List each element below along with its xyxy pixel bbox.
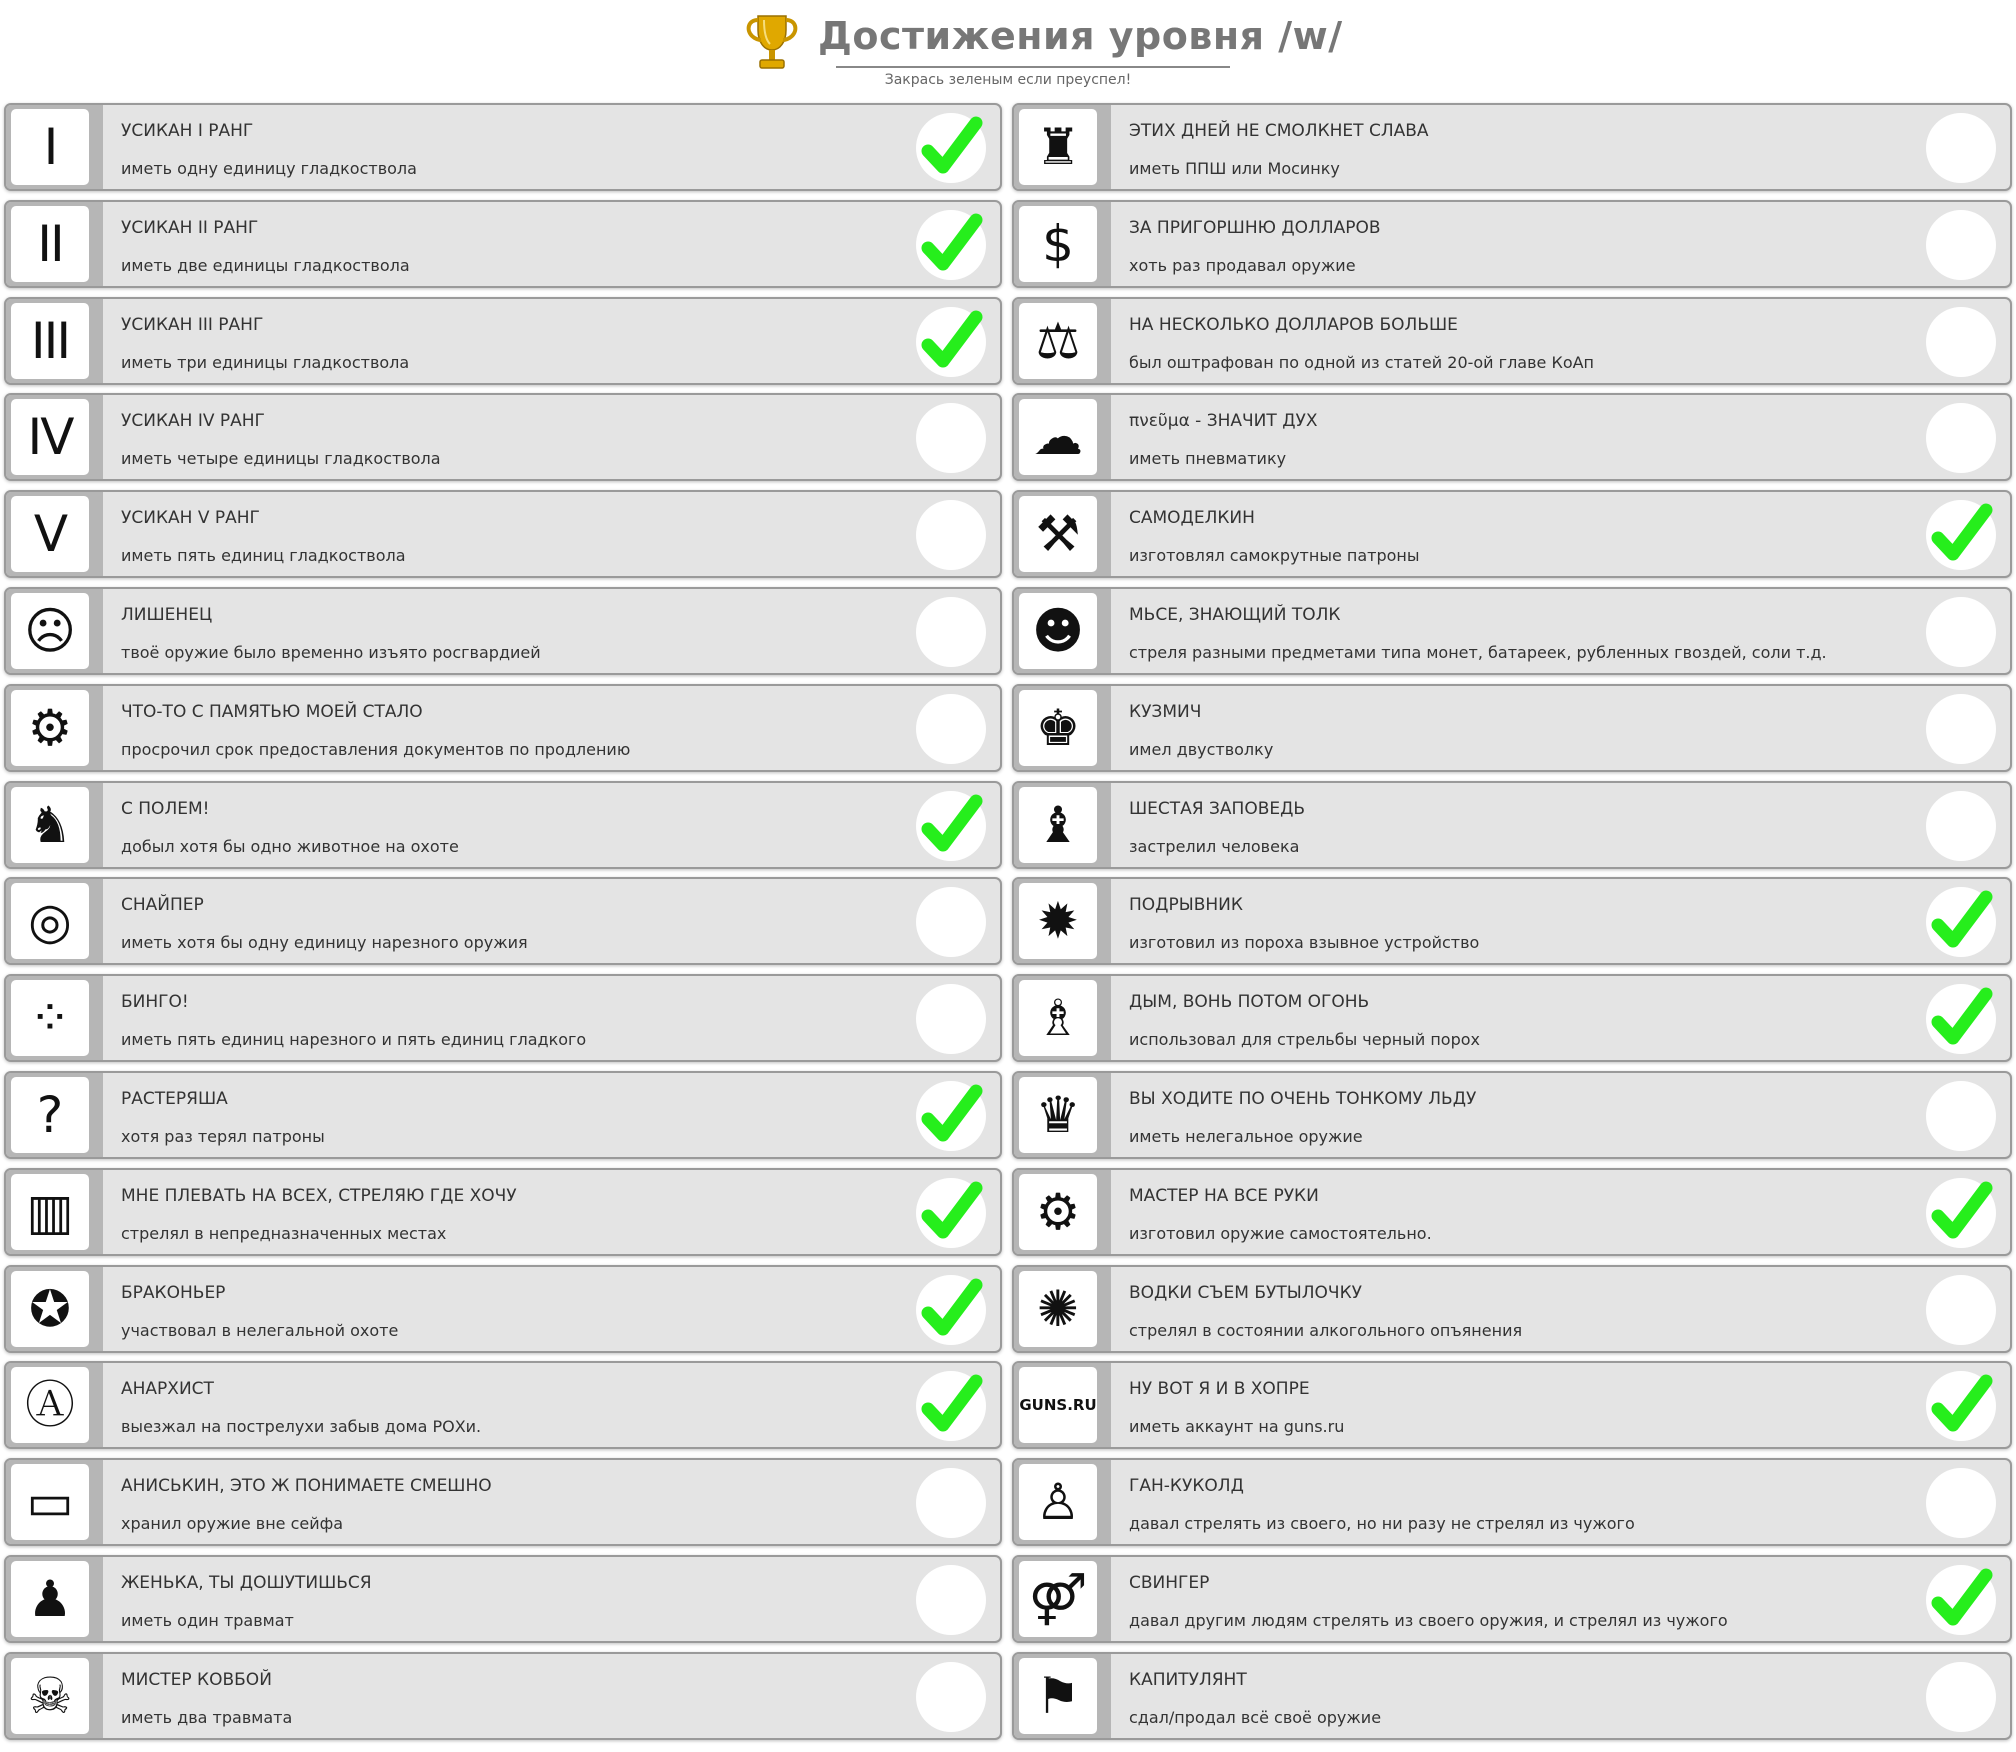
achievement-description: иметь четыре единицы гладкоствола (121, 449, 441, 469)
achievement-title: КУЗМИЧ (1129, 701, 1202, 722)
icon-panel (6, 1460, 103, 1544)
achievement-card (1012, 1458, 2012, 1546)
icon-panel (1014, 1557, 1111, 1641)
icon-panel (1014, 299, 1111, 383)
header (0, 0, 2016, 100)
achievement-card (4, 1555, 1002, 1643)
cuckold-portrait-icon (1019, 1464, 1097, 1540)
icon-panel (1014, 202, 1111, 286)
icon-panel (6, 1654, 103, 1738)
achievement-title: САМОДЕЛКИН (1129, 508, 1255, 529)
achievement-title: ДЫМ, ВОНЬ ПОТОМ ОГОНЬ (1129, 992, 1370, 1013)
achievement-description: хранил оружие вне сейфа (121, 1514, 344, 1534)
icon-panel (6, 976, 103, 1060)
achievement-title: НУ ВОТ Я И В ХОПРЕ (1129, 1379, 1310, 1400)
roman-numeral-icon (11, 109, 89, 185)
icon-panel (6, 299, 103, 383)
icon-glyph: ♚ (1035, 698, 1081, 757)
checkmark-icon (916, 1178, 986, 1248)
achievement-description: изготовлял самокрутные патроны (1129, 546, 1420, 566)
achievement-description: хотя раз терял патроны (121, 1127, 325, 1146)
money-bag-icon (1019, 206, 1097, 282)
achievement-description: иметь пять единиц нарезного и пять единиц гладкого (121, 1030, 587, 1050)
icon-glyph: $ (1042, 214, 1074, 273)
page-title: Достижения уровня /w/ (818, 14, 1343, 58)
checkmark-icon (916, 791, 986, 861)
icon-glyph: ⚖ (1035, 311, 1081, 370)
sad-man-icon (11, 593, 89, 669)
checkmark-circle-done[interactable] (916, 307, 986, 377)
icon-panel (1014, 1460, 1111, 1544)
checkmark-circle-done[interactable] (1926, 1371, 1996, 1441)
achievement-title: ПОДРЫВНИК (1129, 895, 1243, 916)
checkmark-circle-done[interactable] (916, 1371, 986, 1441)
icon-panel (1014, 395, 1111, 479)
icon-glyph: ◎ (28, 892, 72, 951)
gun-barrel-icon (11, 883, 89, 959)
icon-panel (6, 492, 103, 576)
achievement-title: ЭТИХ ДНЕЙ НЕ СМОЛКНЕТ СЛАВА (1129, 121, 1429, 141)
checkmark-circle-done[interactable] (916, 113, 986, 183)
roman-numeral-icon (11, 303, 89, 379)
achievement-description: иметь три единицы гладкоствола (121, 352, 410, 372)
icon-panel (6, 1267, 103, 1351)
achievement-title: СВИНГЕР (1129, 1573, 1210, 1593)
achievement-title: МЬСЕ, ЗНАЮЩИЙ ТОЛК (1129, 605, 1341, 625)
icon-panel (6, 783, 103, 867)
window-shooter-icon (11, 1174, 89, 1250)
achievement-card (1012, 684, 2012, 772)
achievement-description: сдал/продал всё своё оружие (1129, 1707, 1382, 1727)
achievement-description: иметь пневматику (1129, 449, 1287, 469)
achievement-description: иметь нелегальное оружие (1129, 1127, 1363, 1146)
achievement-description: хоть раз продавал оружие (1129, 255, 1356, 275)
icon-glyph: ♙ (1035, 1473, 1081, 1532)
musketeer-icon (1019, 980, 1097, 1056)
achievement-card (1012, 877, 2012, 965)
icon-panel (6, 105, 103, 189)
achievement-card (1012, 297, 2012, 385)
trophy-icon (740, 10, 804, 74)
checkmark-circle-empty[interactable] (1926, 307, 1996, 377)
roman-numeral-icon (11, 206, 89, 282)
icon-glyph: ☻ (1031, 602, 1085, 660)
checkmark-circle-done[interactable] (1926, 500, 1996, 570)
achievement-title: МНЕ ПЛЕВАТЬ НА ВСЕХ, СТРЕЛЯЮ ГДЕ ХОЧУ (121, 1185, 517, 1206)
icon-panel (1014, 1170, 1111, 1254)
bearded-man-icon (1019, 690, 1097, 766)
icon-glyph: ⚤ (1028, 1570, 1088, 1628)
achievement-title: АНИСЬКИН, ЭТО Ж ПОНИМАЕТЕ СМЕШНО (121, 1476, 492, 1497)
achievement-description: имел двустволку (1129, 739, 1274, 759)
achievement-card (1012, 587, 2012, 675)
icon-panel (1014, 1073, 1111, 1157)
icon-glyph: Ⓐ (25, 1376, 75, 1435)
achievement-card (4, 1361, 1002, 1449)
achievement-title: ГАН-КУКОЛД (1129, 1476, 1244, 1497)
achievement-card (1012, 393, 2012, 481)
swinger-symbol-icon (1019, 1561, 1097, 1637)
checkmark-circle-empty[interactable] (1926, 597, 1996, 667)
icon-glyph: ♜ (1035, 118, 1081, 176)
icon-panel (1014, 589, 1111, 673)
checkmark-icon (916, 1371, 986, 1441)
checkmark-circle-done[interactable] (916, 1275, 986, 1345)
achievement-description: иметь хотя бы одну единицу нарезного оружия (121, 933, 528, 953)
checkmark-circle-empty[interactable] (916, 1468, 986, 1538)
anarchy-icon (11, 1367, 89, 1443)
checkmark-circle-empty[interactable] (916, 1565, 986, 1635)
checkmark-circle-empty[interactable] (1926, 694, 1996, 764)
icon-panel (1014, 1363, 1111, 1447)
icon-panel (1014, 879, 1111, 963)
icon-panel (6, 1363, 103, 1447)
icon-glyph: ☁ (1033, 408, 1083, 467)
checkmark-icon (1926, 1565, 1996, 1635)
poacher-badge-icon (11, 1271, 89, 1347)
checkmark-circle-empty[interactable] (1926, 403, 1996, 473)
icon-panel (1014, 492, 1111, 576)
achievement-title: πνεῦμα - ЗНАЧИТ ДУХ (1129, 411, 1318, 432)
achievement-title: МАСТЕР НА ВСЕ РУКИ (1129, 1185, 1319, 1206)
roman-numeral: I (43, 118, 57, 176)
roman-numeral-icon (11, 496, 89, 572)
icon-glyph: ♝ (1035, 795, 1081, 854)
achievement-title: УСИКАН I РАНГ (121, 121, 254, 141)
icon-glyph: ⚙ (1035, 1182, 1081, 1241)
achievement-card (1012, 781, 2012, 869)
grinning-face-icon (1019, 593, 1097, 669)
icon-glyph: GUNS.RU (1019, 1395, 1097, 1414)
icon-glyph: ⁘ (29, 989, 71, 1048)
checkmark-icon (916, 113, 986, 183)
achievement-title: НА НЕСКОЛЬКО ДОЛЛАРОВ БОЛЬШЕ (1129, 314, 1458, 335)
achievement-card (4, 781, 1002, 869)
achievement-description: давал стрелять из своего, но ни разу не стрелял из чужого (1129, 1514, 1635, 1534)
achievement-card (1012, 1168, 2012, 1256)
checkmark-icon (1926, 1371, 1996, 1441)
achievement-title: БИНГО! (121, 992, 189, 1013)
checkmark-circle-empty[interactable] (1926, 1275, 1996, 1345)
achievement-description: иметь аккаунт на guns.ru (1129, 1417, 1345, 1437)
icon-panel (6, 1557, 103, 1641)
achievement-card (4, 587, 1002, 675)
checkmark-circle-done[interactable] (1926, 1178, 1996, 1248)
achievement-description: стрелял в непредназначенных местах (121, 1223, 447, 1243)
achievement-title: ЧТО-ТО С ПАМЯТЬЮ МОЕЙ СТАЛО (121, 701, 423, 722)
checkmark-circle-done[interactable] (1926, 1565, 1996, 1635)
icon-glyph: ☹ (23, 602, 77, 660)
vodka-party-icon (1019, 1271, 1097, 1347)
achievement-card (1012, 1071, 2012, 1159)
checkmark-circle-empty[interactable] (916, 403, 986, 473)
achievement-title: ЗА ПРИГОРШНЮ ДОЛЛАРОВ (1129, 217, 1381, 238)
craftsman-icon (1019, 1174, 1097, 1250)
achievement-title: УСИКАН II РАНГ (121, 217, 259, 238)
page-subtitle: Закрась зеленым если преуспел! (884, 72, 1132, 88)
achievement-description: иметь ППШ или Мосинку (1129, 159, 1340, 178)
checkmark-icon (1926, 1178, 1996, 1248)
checkmark-circle-empty[interactable] (1926, 210, 1996, 280)
achievement-card (4, 1458, 1002, 1546)
judge-gavel-icon (1019, 303, 1097, 379)
achievement-card (4, 974, 1002, 1062)
achievement-description: иметь две единицы гладкоствола (121, 255, 410, 275)
icon-glyph: ⚙ (27, 698, 73, 757)
achievement-description: выезжал на пострелухи забыв дома РОХи. (121, 1417, 482, 1437)
achievement-description: добыл хотя бы одно животное на охоте (121, 836, 459, 856)
achievement-description: иметь один травмат (121, 1611, 294, 1630)
achievement-description: был оштрафован по одной из статей 20-ой главе КоАп (1129, 352, 1595, 372)
icon-glyph: ⚑ (1035, 1666, 1081, 1725)
roman-numeral-icon (11, 399, 89, 475)
achievement-title: ЖЕНЬКА, ТЫ ДОШУТИШЬСЯ (121, 1573, 372, 1593)
man-portrait-icon (11, 1561, 89, 1637)
icon-panel (1014, 105, 1111, 189)
achievement-description: иметь пять единиц гладкоствола (121, 546, 406, 566)
achievement-description: иметь два травмата (121, 1707, 293, 1727)
achievement-title: БРАКОНЬЕР (121, 1282, 226, 1303)
checkmark-circle-done[interactable] (916, 210, 986, 280)
roman-numeral: III (30, 311, 70, 370)
icon-glyph: ✹ (1037, 892, 1079, 951)
icon-panel (1014, 976, 1111, 1060)
icon-glyph: ♛ (1035, 1086, 1081, 1144)
achievement-description: стрелял в состоянии алкогольного опъянения (1129, 1320, 1523, 1340)
soldier-statue-icon (1019, 109, 1097, 185)
icon-panel (6, 395, 103, 479)
achievement-card (4, 1652, 1002, 1740)
roman-numeral: V (33, 505, 67, 564)
icon-glyph: ♞ (27, 795, 73, 854)
checkmark-circle-done[interactable] (1926, 887, 1996, 957)
icon-glyph: ♟ (27, 1570, 73, 1628)
checkmark-icon (916, 1275, 986, 1345)
confused-man-icon (11, 1077, 89, 1153)
surrender-icon (1019, 1658, 1097, 1734)
achievement-title: ВОДКИ СЪЕМ БУТЫЛОЧКУ (1129, 1282, 1363, 1303)
achievement-title: МИСТЕР КОВБОЙ (121, 1669, 272, 1690)
achievement-card (4, 490, 1002, 578)
title-underline (836, 66, 1230, 68)
checkmark-circle-done[interactable] (916, 791, 986, 861)
icon-panel (1014, 1267, 1111, 1351)
achievement-card (1012, 1555, 2012, 1643)
checkmark-circle-done[interactable] (1926, 984, 1996, 1054)
checkmark-icon (916, 307, 986, 377)
checkmark-circle-empty[interactable] (916, 984, 986, 1054)
icon-glyph: ? (36, 1086, 64, 1144)
achievement-title: ШЕСТАЯ ЗАПОВЕДЬ (1129, 798, 1306, 819)
icon-glyph: ▭ (26, 1473, 74, 1532)
roman-numeral: II (37, 214, 63, 273)
guns-ru-logo-icon (1019, 1367, 1097, 1443)
achievement-description: давал другим людям стрелять из своего оружия, и стрелял из чужого (1129, 1611, 1728, 1630)
checkmark-circle-empty[interactable] (1926, 1662, 1996, 1732)
checkmark-icon (1926, 500, 1996, 570)
checkmark-circle-done[interactable] (916, 1178, 986, 1248)
checkmark-circle-done[interactable] (916, 1081, 986, 1151)
reloading-press-icon (1019, 496, 1097, 572)
icon-glyph: ♗ (1035, 989, 1081, 1048)
achievement-title: РАСТЕРЯША (121, 1089, 228, 1109)
checkmark-circle-empty[interactable] (1926, 1468, 1996, 1538)
achievement-card (1012, 1265, 2012, 1353)
wind-spirit-icon (1019, 399, 1097, 475)
achievement-description: твоё оружие было временно изъято росгвардией (121, 643, 541, 662)
checkmark-circle-empty[interactable] (916, 887, 986, 957)
achievement-card (1012, 200, 2012, 288)
checkmark-icon (1926, 984, 1996, 1054)
achievement-description: просрочил срок предоставления документов по продлению (121, 739, 631, 759)
achievement-card (4, 1168, 1002, 1256)
icon-panel (6, 589, 103, 673)
icon-panel (6, 1170, 103, 1254)
achievement-description: застрелил человека (1129, 836, 1300, 856)
icon-glyph: ⚒ (1035, 505, 1081, 564)
checkmark-circle-empty[interactable] (916, 597, 986, 667)
achievement-card (4, 393, 1002, 481)
achievement-card (4, 103, 1002, 191)
achievement-title: КАПИТУЛЯНТ (1129, 1669, 1247, 1690)
icon-panel (6, 686, 103, 770)
achievement-card (4, 877, 1002, 965)
icon-panel (6, 879, 103, 963)
achievement-title: УСИКАН III РАНГ (121, 314, 264, 335)
gears-head-icon (11, 690, 89, 766)
icon-panel (1014, 686, 1111, 770)
checkmark-circle-empty[interactable] (916, 500, 986, 570)
achievement-card (4, 297, 1002, 385)
explosive-device-icon (1019, 883, 1097, 959)
achievement-card (1012, 1652, 2012, 1740)
achievement-description: изготовил из пороха взывное устройство (1129, 933, 1480, 953)
achievement-card (1012, 490, 2012, 578)
checkmark-circle-empty[interactable] (916, 694, 986, 764)
checkmark-icon (916, 210, 986, 280)
icon-panel (6, 202, 103, 286)
achievement-description: стреля разными предметами типа монет, батареек, рубленных гвоздей, соли т.д. (1129, 643, 1827, 662)
icon-glyph: ✺ (1037, 1279, 1079, 1338)
icon-glyph: ▥ (26, 1182, 74, 1241)
achievement-title: СНАЙПЕР (121, 895, 204, 916)
achievement-title: УСИКАН V РАНГ (121, 508, 260, 529)
checkmark-circle-empty[interactable] (1926, 791, 1996, 861)
checkmark-icon (1926, 887, 1996, 957)
checkmark-circle-empty[interactable] (916, 1662, 986, 1732)
achievement-card (4, 1265, 1002, 1353)
checkmark-circle-empty[interactable] (1926, 1081, 1996, 1151)
skull-pistols-icon (11, 1658, 89, 1734)
thief-icon (1019, 1077, 1097, 1153)
shooter-man-icon (1019, 787, 1097, 863)
achievement-description: изготовил оружие самостоятельно. (1129, 1223, 1432, 1243)
achievement-card (4, 684, 1002, 772)
icon-panel (1014, 783, 1111, 867)
hunter-icon (11, 787, 89, 863)
roman-numeral: IV (27, 408, 73, 467)
checkmark-circle-empty[interactable] (1926, 113, 1996, 183)
bingo-icon (11, 980, 89, 1056)
achievement-description: участвовал в нелегальной охоте (121, 1320, 399, 1340)
achievement-title: АНАРХИСТ (121, 1379, 214, 1400)
checkmark-icon (916, 1081, 986, 1151)
icon-glyph: ✪ (29, 1279, 71, 1338)
achievement-card (4, 200, 1002, 288)
bed-icon (11, 1464, 89, 1540)
achievement-description: использовал для стрельбы черный порох (1129, 1030, 1480, 1050)
achievement-card (1012, 974, 2012, 1062)
achievement-title: УСИКАН IV РАНГ (121, 411, 265, 432)
achievement-title: ВЫ ХОДИТЕ ПО ОЧЕНЬ ТОНКОМУ ЛЬДУ (1129, 1089, 1477, 1109)
icon-panel (6, 1073, 103, 1157)
achievement-card (1012, 1361, 2012, 1449)
icon-glyph: ☠ (27, 1666, 73, 1725)
achievement-description: иметь одну единицу гладкоствола (121, 159, 417, 178)
achievement-card (4, 1071, 1002, 1159)
achievement-title: С ПОЛЕМ! (121, 798, 210, 819)
achievement-title: ЛИШЕНЕЦ (121, 605, 213, 625)
achievement-card (1012, 103, 2012, 191)
icon-panel (1014, 1654, 1111, 1738)
